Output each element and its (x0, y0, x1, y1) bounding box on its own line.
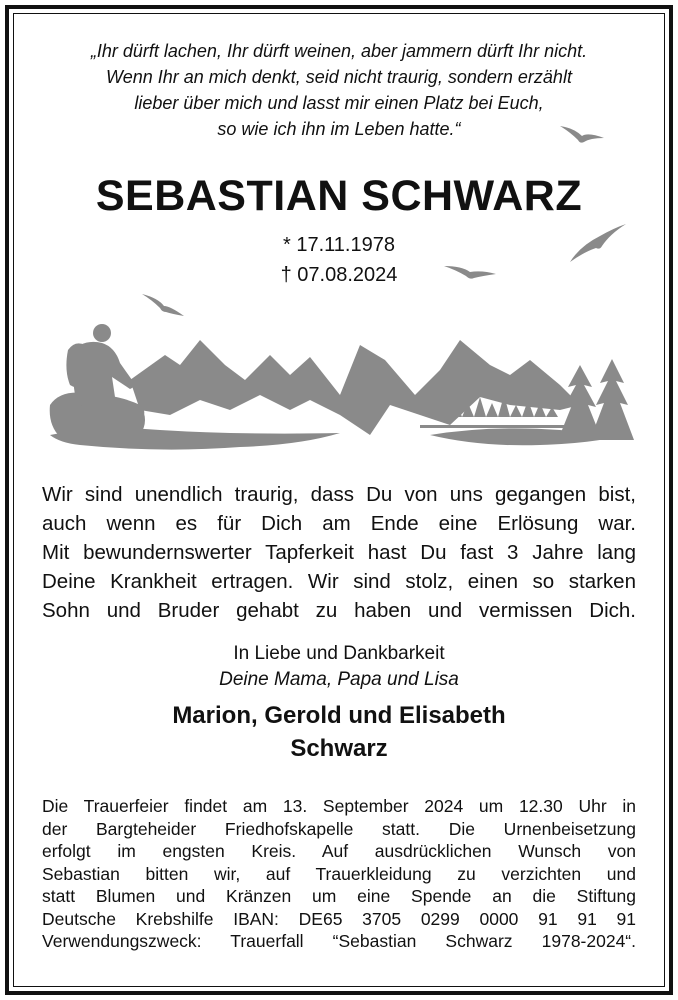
birth-date: * 17.11.1978 (283, 234, 395, 256)
deceased-name: SEBASTIAN SCHWARZ (95, 172, 583, 220)
quote-line: Wenn Ihr an mich denkt, seid nicht traurig, sondern erzählt (106, 67, 572, 87)
family-line: Deine Mama, Papa und Lisa (219, 669, 459, 690)
message-line: auch wenn es für Dich am Ende eine Erlösung war. (42, 512, 636, 535)
farewell-message (42, 480, 636, 625)
family-surname: Schwarz (290, 735, 388, 762)
message-line: Mit bewundernswerter Tapferkeit hast Du fast 3 Jahre lang (42, 541, 636, 564)
info-line: statt Blumen und Kränzen um eine Spende an die Stiftung (42, 886, 636, 906)
info-line: der Bargteheider Friedhofskapelle statt. Die Urnenbeisetzung (42, 818, 636, 839)
info-line: Deutsche Krebshilfe IBAN: DE65 3705 0299 0000 91 91 91 (42, 908, 636, 929)
family-names-line: Marion, Gerold und Elisabeth (172, 702, 506, 729)
message-line: Wir sind unendlich traurig, dass Du von uns gegangen bist, (42, 483, 636, 506)
message-line: Sohn und Bruder gehabt zu haben und vermissen Dich. (42, 599, 636, 622)
quote-line: „Ihr dürft lachen, Ihr dürft weinen, aber jammern dürft Ihr nicht. (90, 41, 588, 61)
family-names (0, 699, 678, 765)
info-line: Verwendungszweck: Trauerfall “Sebastian Schwarz 1978-2024“. (42, 931, 636, 951)
info-line: Sebastian bitten wir, auf Trauerkleidung zu verzichten und (42, 863, 636, 884)
mountain-hiker-icon (40, 285, 640, 465)
quote-block (0, 38, 678, 142)
life-dates (0, 230, 678, 290)
quote-line: lieber über mich und lasst mir einen Platz bei Euch, (134, 93, 544, 113)
info-line: erfolgt im engsten Kreis. Auf ausdrücklichen Wunsch von (42, 841, 636, 861)
death-date: † 07.08.2024 (280, 264, 398, 286)
info-line: Die Trauerfeier findet am 13. September 2024 um 12.30 Uhr in (42, 796, 636, 816)
service-info (42, 795, 636, 953)
quote-line: so wie ich ihn im Leben hatte.“ (217, 119, 461, 139)
closing-phrase: In Liebe und Dankbarkeit (233, 643, 445, 664)
message-line: Deine Krankheit ertragen. Wir sind stolz, einen so starken (42, 570, 636, 593)
